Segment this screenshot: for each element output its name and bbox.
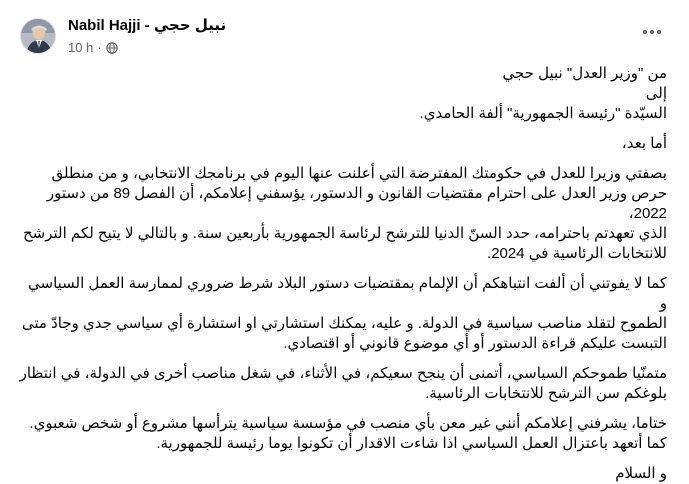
post-line: أما بعد، xyxy=(621,135,667,152)
avatar[interactable] xyxy=(20,18,56,54)
post-line: متمنّيا طموحكم السياسي، أتمنى أن ينجح سعيكم، في الأثناء، في شغل مناصب أخرى في الدولة، في انتظار xyxy=(19,365,667,382)
avatar-image xyxy=(21,19,56,54)
post-line: بلوغكم سن الترشح للانتخابات الرئاسية. xyxy=(425,385,667,402)
globe-icon xyxy=(106,42,118,54)
post-line: إلى xyxy=(645,85,667,102)
post-line: حرص وزير العدل على احترام مقتضيات القانون و الدستور، يؤسفني إعلامكم، أن الفصل 89 من دستور 2022، xyxy=(46,185,667,222)
post-line: ختاما، يشرفني إعلامكم أنني غير معن بأي منصب في مؤسسة سياسية يترأسها مشروع أو شخص شعبوي. xyxy=(29,415,667,432)
author-name[interactable]: Nabil Hajji - نبيل حجي xyxy=(68,17,227,34)
post-line: بصفتي وزيرا للعدل في حكومتك المفترضة التي أعلنت عنها اليوم في برنامجك الانتخابي، و من منطلق xyxy=(51,165,667,182)
post-line: للانتخابات الرئاسية في 2024. xyxy=(487,245,667,262)
post-line: من "وزير العدل" نبيل حجي xyxy=(502,65,667,82)
meta-separator: · xyxy=(97,40,102,55)
post-line: كما أتعهد باعتزال العمل السياسي اذا شاءت الاقدار أن تكونوا يوما رئيسة للجمهورية. xyxy=(156,435,667,452)
post-line: التبست عليكم قراءة الدستور أو أي موضوع قانوني أو اقتصادي. xyxy=(283,335,667,352)
post-line: الطموح لتقلد مناصب سياسية في الدولة. و عليه، يمكنك استشارتي او استشارة أي سياسي جدي وجادّ متى xyxy=(21,315,667,332)
post-meta xyxy=(68,40,118,55)
post-body xyxy=(18,64,667,484)
post-line: و السلام xyxy=(615,465,667,482)
post-line: الذي تعهدتم باحترامه، حدد السنّ الدنيا للترشح لرئاسة الجمهورية بأربعين سنة. و بالتالي لا يتيح لكم الترشح xyxy=(22,225,667,242)
post-time[interactable]: 10 h xyxy=(68,40,94,55)
post-line: السيّدة "رئيسة الجمهورية" ألفة الحامدي. xyxy=(419,105,667,122)
post-line: كما لا يفوتني أن ألفت انتباهكم أن الإلمام بمقتضيات دستور البلاد شرط ضروري لممارسة العمل السياسي و xyxy=(28,275,667,312)
more-options-icon[interactable] xyxy=(643,28,663,36)
post-header xyxy=(0,0,689,60)
